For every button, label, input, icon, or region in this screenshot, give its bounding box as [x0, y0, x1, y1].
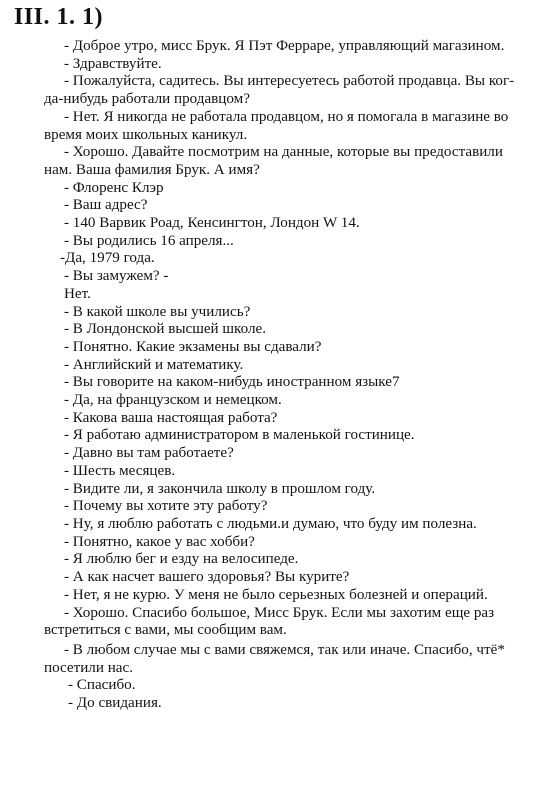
dialogue-line: -Да, 1979 года.	[60, 250, 155, 267]
dialogue-line: - В Лондонской высшей школе.	[64, 321, 266, 338]
dialogue-line: встретиться с вами, мы сообщим вам.	[44, 622, 287, 639]
dialogue-line: - Английский и математику.	[64, 356, 244, 373]
dialogue-line: - В какой школе вы учились?	[64, 303, 251, 320]
dialogue-line: - Пожалуйста, садитесь. Вы интересуетесь работой продавца. Вы ког-	[64, 73, 515, 90]
dialogue-line: - Я работаю администратором в маленькой гостинице.	[64, 427, 415, 444]
dialogue-line: - Здравствуйте.	[64, 55, 162, 72]
dialogue-line: - Какова ваша настоящая работа?	[64, 409, 278, 426]
dialogue-line: - Да, на французском и немецком.	[64, 392, 282, 409]
dialogue-line: - Вы замужем? -	[64, 268, 169, 285]
dialogue-line: - Нет. Я никогда не работала продавцом, но я помогала в магазине во	[64, 108, 509, 125]
dialogue-line: - Спасибо.	[68, 677, 136, 694]
dialogue-line: посетили нас.	[44, 659, 133, 676]
dialogue-line: - Я люблю бег и езду на велосипеде.	[64, 551, 299, 568]
dialogue-line: - Понятно, какое у вас хобби?	[64, 533, 255, 550]
dialogue-line: - В любом случае мы с вами свяжемся, так или иначе. Спасибо, чтё*	[64, 641, 505, 658]
dialogue-line: нам. Ваша фамилия Брук. А имя?	[44, 161, 260, 178]
dialogue-text	[0, 38, 550, 713]
exercise-heading: III. 1. 1)	[14, 4, 104, 30]
dialogue-line: - Видите ли, я закончила школу в прошлом году.	[64, 480, 376, 497]
dialogue-line: - А как насчет вашего здоровья? Вы курите?	[64, 569, 350, 586]
dialogue-line: - Вы говорите на каком-нибудь иностранном языке7	[64, 374, 400, 391]
dialogue-line: - Ваш адрес?	[64, 197, 148, 214]
dialogue-line: время моих школьных каникул.	[44, 126, 248, 143]
dialogue-line: - Доброе утро, мисс Брук. Я Пэт Ферраре, управляющий магазином.	[64, 38, 505, 54]
dialogue-line: - 140 Варвик Роад, Кенсингтон, Лондон W 14.	[64, 215, 360, 232]
dialogue-line: - Понятно. Какие экзамены вы сдавали?	[64, 338, 322, 355]
dialogue-line: - Хорошо. Давайте посмотрим на данные, которые вы предоставили	[64, 144, 503, 161]
dialogue-line: - Вы родились 16 апреля...	[64, 232, 234, 249]
dialogue-line: да-нибудь работали продавцом?	[44, 91, 250, 108]
dialogue-line: Нет.	[64, 285, 91, 302]
dialogue-line: - Почему вы хотите эту работу?	[64, 498, 268, 515]
dialogue-line: - Шесть месяцев.	[64, 462, 176, 479]
dialogue-line: - До свидания.	[68, 695, 162, 712]
dialogue-line: - Нет, я не курю. У меня не было серьезных болезней и операций.	[64, 586, 488, 603]
dialogue-line: - Флоренс Клэр	[64, 179, 164, 196]
dialogue-line: - Ну, я люблю работать с людьми.и думаю, что буду им полезна.	[64, 515, 477, 532]
dialogue-line: - Хорошо. Спасибо большое, Мисс Брук. Если мы захотим еще раз	[64, 604, 495, 621]
dialogue-line: - Давно вы там работаете?	[64, 445, 234, 462]
